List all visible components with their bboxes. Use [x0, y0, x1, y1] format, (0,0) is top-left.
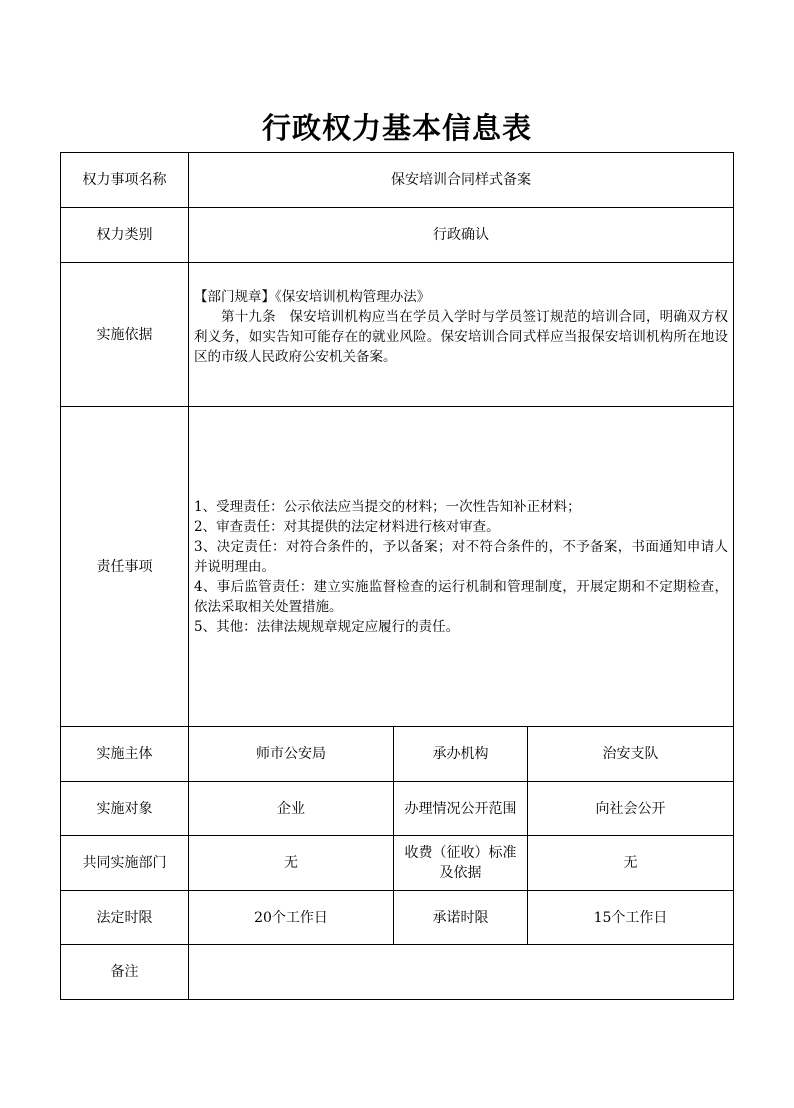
- object-value: 企业: [189, 782, 394, 836]
- basis-law: 【部门规章】《保安培训机构管理办法》: [194, 289, 431, 305]
- remark-label: 备注: [61, 945, 189, 1000]
- table-row-object: [61, 782, 734, 836]
- disclosure-value: 向社会公开: [528, 782, 734, 836]
- object-label: 实施对象: [61, 782, 189, 836]
- fee-value: 无: [528, 836, 734, 891]
- info-table: [60, 152, 734, 1000]
- remark-value: [189, 945, 734, 1000]
- duty-item: 3、决定责任：对符合条件的，予以备案；对不符合条件的，不予备案，书面通知申请人并说明理由。: [194, 538, 728, 575]
- handler-label: 承办机构: [394, 727, 528, 782]
- duty-item: 2、审查责任：对其提供的法定材料进行核对审查。: [194, 518, 500, 535]
- joint-label: 共同实施部门: [61, 836, 189, 891]
- duty-item: 1、受理责任：公示依法应当提交的材料；一次性告知补正材料；: [194, 498, 581, 515]
- table-row-name: [61, 153, 734, 208]
- subject-label: 实施主体: [61, 727, 189, 782]
- legal-limit-label: 法定时限: [61, 891, 189, 945]
- duty-label: 责任事项: [61, 407, 189, 727]
- handler-value: 治安支队: [528, 727, 734, 782]
- category-value: 行政确认: [189, 208, 734, 263]
- table-row-category: [61, 208, 734, 263]
- table-row-subject: [61, 727, 734, 782]
- promise-limit-value: 15个工作日: [528, 891, 734, 945]
- duty-cell: [189, 407, 734, 727]
- table-row-joint: [61, 836, 734, 891]
- table-row-duty: [61, 407, 734, 727]
- table-row-remark: [61, 945, 734, 1000]
- legal-limit-value: 20个工作日: [189, 891, 394, 945]
- basis-cell: [189, 263, 734, 407]
- basis-text: 第十九条 保安培训机构应当在学员入学时与学员签订规范的培训合同，明确双方权利义务，如实告知可能存在的就业风险。保安培训合同式样应当报保安培训机构所在地设区的市级人民政府公安机关备案。: [194, 309, 728, 365]
- name-value: 保安培训合同样式备案: [189, 153, 734, 208]
- joint-value: 无: [189, 836, 394, 891]
- basis-label: 实施依据: [61, 263, 189, 407]
- name-label: 权力事项名称: [61, 153, 189, 208]
- duty-item: 4、事后监管责任：建立实施监督检查的运行机制和管理制度，开展定期和不定期检查，依法采取相关处置措施。: [194, 578, 728, 615]
- subject-value: 师市公安局: [189, 727, 394, 782]
- promise-limit-label: 承诺时限: [394, 891, 528, 945]
- table-row-basis: [61, 263, 734, 407]
- duty-item: 5、其他：法律法规规章规定应履行的责任。: [194, 618, 460, 635]
- disclosure-label: 办理情况公开范围: [394, 782, 528, 836]
- table-row-limit: [61, 891, 734, 945]
- fee-label: 收费（征收）标准及依据: [394, 836, 528, 891]
- page-title: 行政权力基本信息表: [261, 111, 532, 145]
- category-label: 权力类别: [61, 208, 189, 263]
